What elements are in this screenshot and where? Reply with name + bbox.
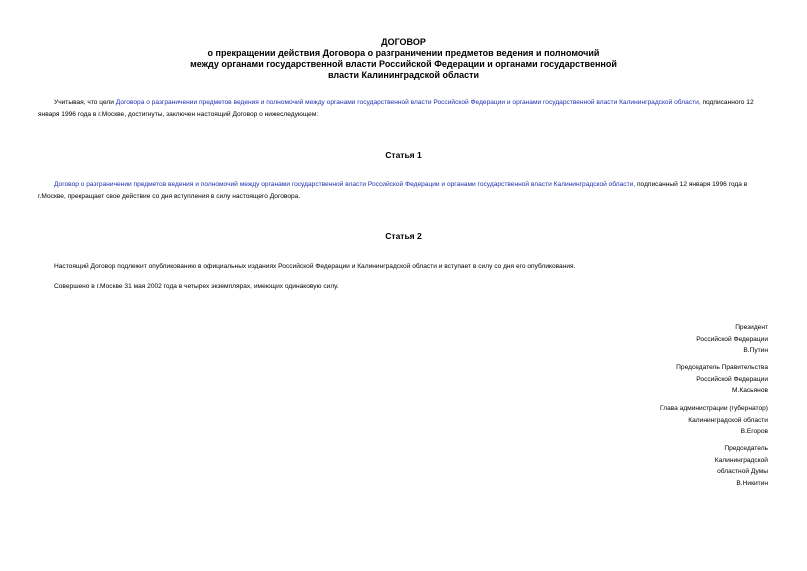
article-1-heading: Статья 1	[385, 150, 422, 160]
article-2-heading: Статья 2	[385, 231, 422, 241]
signature-title: Президент	[735, 324, 768, 331]
article-1-paragraph	[38, 179, 770, 202]
signature-governor	[508, 403, 768, 438]
preamble-suffix: подписанного 12 января 1996 года в г.Москве, достигнуты, заключен настоящий Договор о нижеследующем:	[38, 99, 754, 118]
signature-prime-minister	[508, 362, 768, 397]
title-line-4: власти Калининградской области	[327, 70, 480, 80]
signature-name: В.Никитин	[736, 479, 768, 487]
article-1-treaty-link[interactable]: Договор о разграничении предметов ведения и полномочий между органами государственной власти Российской Федерации и органами государственной власти Калининградской области,	[54, 181, 636, 188]
signature-name: В.Егоров	[740, 428, 768, 435]
signature-body: Калининградской области	[688, 416, 768, 424]
done-at-paragraph: Совершено в г.Москве 31 мая 2002 года в четырех экземплярах, имеющих одинаковую силу.	[54, 283, 339, 290]
signature-body: Российской Федерации	[696, 335, 768, 343]
article-2-paragraph: Настоящий Договор подлежит опубликованию в официальных изданиях Российской Федерации и Калининградской области и вступает в силу со дня его опубликования.	[54, 263, 576, 270]
signature-body: Калининградской	[714, 456, 768, 464]
signature-body: областной Думы	[717, 468, 768, 475]
signature-name: В.Путин	[743, 347, 768, 354]
document-title	[150, 37, 657, 81]
preamble-paragraph	[38, 97, 770, 120]
signature-body: Российской Федерации	[696, 375, 768, 383]
signature-president	[508, 322, 768, 357]
signature-name: М.Касьянов	[732, 387, 768, 394]
title-line-3: между органами государственной власти Российской Федерации и органами государственной	[190, 59, 617, 69]
preamble-prefix: Учитывая, что цели	[54, 99, 116, 106]
signature-title: Председатель Правительства	[676, 364, 768, 371]
article-1-text: подписанный 12 января 1996 года в г.Москве, прекращает свое действие со дня вступления в силу настоящего Договора.	[38, 181, 748, 200]
signature-title: Председатель	[724, 445, 768, 452]
title-line-2: о прекращении действия Договора о разграничении предметов ведения и полномочий	[207, 48, 600, 58]
signature-duma-chairman	[508, 443, 768, 489]
signature-title: Глава администрации (губернатор)	[660, 405, 768, 412]
preamble-treaty-link[interactable]: Договора о разграничении предметов ведения и полномочий между органами государственной власти Российской Федерации и органами государственной власти Калининградской области,	[115, 99, 701, 106]
title-line-1: ДОГОВОР	[381, 37, 426, 47]
